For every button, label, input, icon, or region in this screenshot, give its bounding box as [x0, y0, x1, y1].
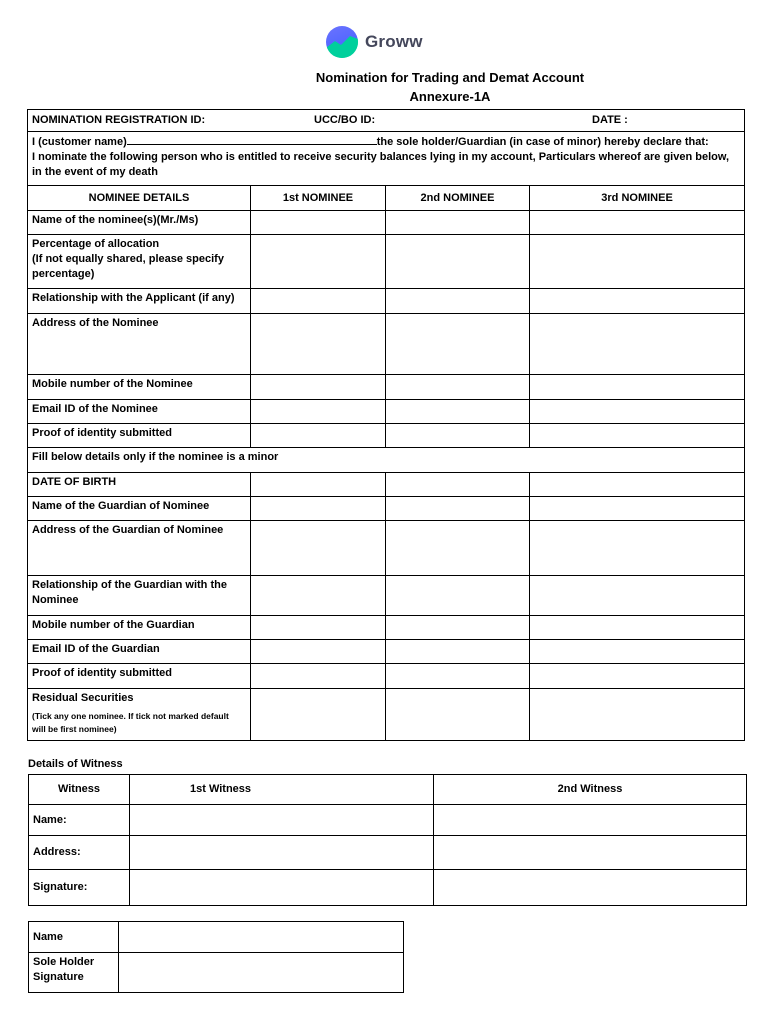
nominee-2-cell[interactable]: [386, 576, 530, 616]
customer-name-field[interactable]: [127, 134, 377, 145]
nominee-1-cell[interactable]: [251, 211, 386, 235]
nominee-2-cell[interactable]: [386, 375, 530, 400]
nominee-3-cell[interactable]: [530, 400, 745, 424]
row-label-percentage: Percentage of allocation (If not equally shared, please specify percentage): [28, 235, 251, 289]
groww-logo: [326, 26, 423, 58]
nominee-2-cell[interactable]: [386, 235, 530, 289]
nominee-1-cell[interactable]: [251, 664, 386, 689]
nominee-1-cell[interactable]: [251, 235, 386, 289]
header-2nd-witness: 2nd Witness: [434, 775, 747, 805]
nominee-1-cell[interactable]: [251, 289, 386, 314]
nominee-1-cell[interactable]: [251, 375, 386, 400]
sole-holder-name-label: Name: [29, 922, 119, 953]
nominee-3-cell[interactable]: [530, 424, 745, 448]
witness-1-signature-field[interactable]: [130, 870, 434, 906]
row-label-guardian-relationship: Relationship of the Guardian with the Nominee: [28, 576, 251, 616]
nominee-2-cell[interactable]: [386, 640, 530, 664]
nominee-1-cell[interactable]: [251, 497, 386, 521]
nominee-1-cell[interactable]: [251, 640, 386, 664]
nominee-1-cell[interactable]: [251, 521, 386, 576]
nominee-2-cell[interactable]: [386, 400, 530, 424]
row-label-guardian-name: Name of the Guardian of Nominee: [28, 497, 251, 521]
header-2nd-nominee: 2nd NOMINEE: [386, 186, 530, 211]
nominee-1-cell[interactable]: [251, 314, 386, 375]
nominee-2-cell[interactable]: [386, 314, 530, 375]
row-label-guardian-address: Address of the Guardian of Nominee: [28, 521, 251, 576]
nominee-2-cell[interactable]: [386, 424, 530, 448]
groww-logo-icon: [326, 26, 358, 58]
residual-tick-nominee-3[interactable]: [530, 689, 745, 741]
nominee-3-cell[interactable]: [530, 211, 745, 235]
row-label-email: Email ID of the Nominee: [28, 400, 251, 424]
nominee-1-cell[interactable]: [251, 616, 386, 640]
row-label-guardian-proof-of-identity: Proof of identity submitted: [28, 664, 251, 689]
nominee-3-cell[interactable]: [530, 289, 745, 314]
nominee-3-cell[interactable]: [530, 235, 745, 289]
residual-tick-nominee-1[interactable]: [251, 689, 386, 741]
nominee-1-cell[interactable]: [251, 424, 386, 448]
row-label-residual-securities: Residual Securities (Tick any one nominee. If tick not marked default will be first nominee): [28, 689, 251, 741]
witness-name-label: Name:: [29, 805, 130, 836]
witness-1-address-field[interactable]: [130, 836, 434, 870]
nominee-3-cell[interactable]: [530, 664, 745, 689]
header-witness: Witness: [29, 775, 130, 805]
sole-holder-signature-table: [28, 921, 404, 993]
nominee-3-cell[interactable]: [530, 375, 745, 400]
header-3rd-nominee: 3rd NOMINEE: [530, 186, 745, 211]
row-label-guardian-mobile: Mobile number of the Guardian: [28, 616, 251, 640]
nominee-2-cell[interactable]: [386, 616, 530, 640]
row-label-mobile: Mobile number of the Nominee: [28, 375, 251, 400]
row-label-guardian-email: Email ID of the Guardian: [28, 640, 251, 664]
ucc-bo-id-label: UCC/BO ID:: [314, 114, 376, 127]
row-label-nominee-name: Name of the nominee(s)(Mr./Ms): [28, 211, 251, 235]
row-label-date-of-birth: DATE OF BIRTH: [28, 473, 251, 497]
nominee-2-cell[interactable]: [386, 473, 530, 497]
witness-address-label: Address:: [29, 836, 130, 870]
sole-holder-signature-field[interactable]: [119, 953, 404, 993]
nominee-3-cell[interactable]: [530, 473, 745, 497]
witness-2-address-field[interactable]: [434, 836, 747, 870]
declaration: I (customer name) the sole holder/Guardian (in case of minor) hereby declare that: I nominate the following person who is entitled to receive security balances lying in my account, Particulars whereof are given below, in the event of my death: [28, 132, 745, 186]
witness-2-name-field[interactable]: [434, 805, 747, 836]
nominee-2-cell[interactable]: [386, 521, 530, 576]
witness-table: [28, 774, 747, 906]
nominee-3-cell[interactable]: [530, 616, 745, 640]
brand-name: Groww: [365, 32, 423, 51]
nominee-3-cell[interactable]: [530, 497, 745, 521]
witness-1-name-field[interactable]: [130, 805, 434, 836]
nominee-3-cell[interactable]: [530, 521, 745, 576]
witness-section-label: Details of Witness: [28, 758, 123, 770]
witness-signature-label: Signature:: [29, 870, 130, 906]
nominee-table: [27, 109, 745, 741]
nominee-1-cell[interactable]: [251, 576, 386, 616]
row-label-proof-of-identity: Proof of identity submitted: [28, 424, 251, 448]
witness-2-signature-field[interactable]: [434, 870, 747, 906]
nominee-2-cell[interactable]: [386, 497, 530, 521]
registration-id-label: NOMINATION REGISTRATION ID:: [32, 114, 206, 127]
form-title: Nomination for Trading and Demat Account: [315, 70, 585, 85]
sole-holder-name-field[interactable]: [119, 922, 404, 953]
minor-section-note: Fill below details only if the nominee is a minor: [28, 448, 745, 473]
nominee-3-cell[interactable]: [530, 576, 745, 616]
nominee-3-cell[interactable]: [530, 314, 745, 375]
sole-holder-signature-label: Sole Holder Signature: [29, 953, 119, 993]
nominee-2-cell[interactable]: [386, 289, 530, 314]
nominee-1-cell[interactable]: [251, 473, 386, 497]
nominee-2-cell[interactable]: [386, 664, 530, 689]
form-subtitle: Annexure-1A: [409, 89, 491, 104]
header-1st-nominee: 1st NOMINEE: [251, 186, 386, 211]
row-label-address: Address of the Nominee: [28, 314, 251, 375]
nominee-1-cell[interactable]: [251, 400, 386, 424]
row-label-relationship: Relationship with the Applicant (if any): [28, 289, 251, 314]
nominee-3-cell[interactable]: [530, 640, 745, 664]
residual-tick-nominee-2[interactable]: [386, 689, 530, 741]
header-1st-witness: 1st Witness: [130, 775, 434, 805]
date-label: DATE :: [592, 114, 628, 127]
header-nominee-details: NOMINEE DETAILS: [28, 186, 251, 211]
nominee-2-cell[interactable]: [386, 211, 530, 235]
